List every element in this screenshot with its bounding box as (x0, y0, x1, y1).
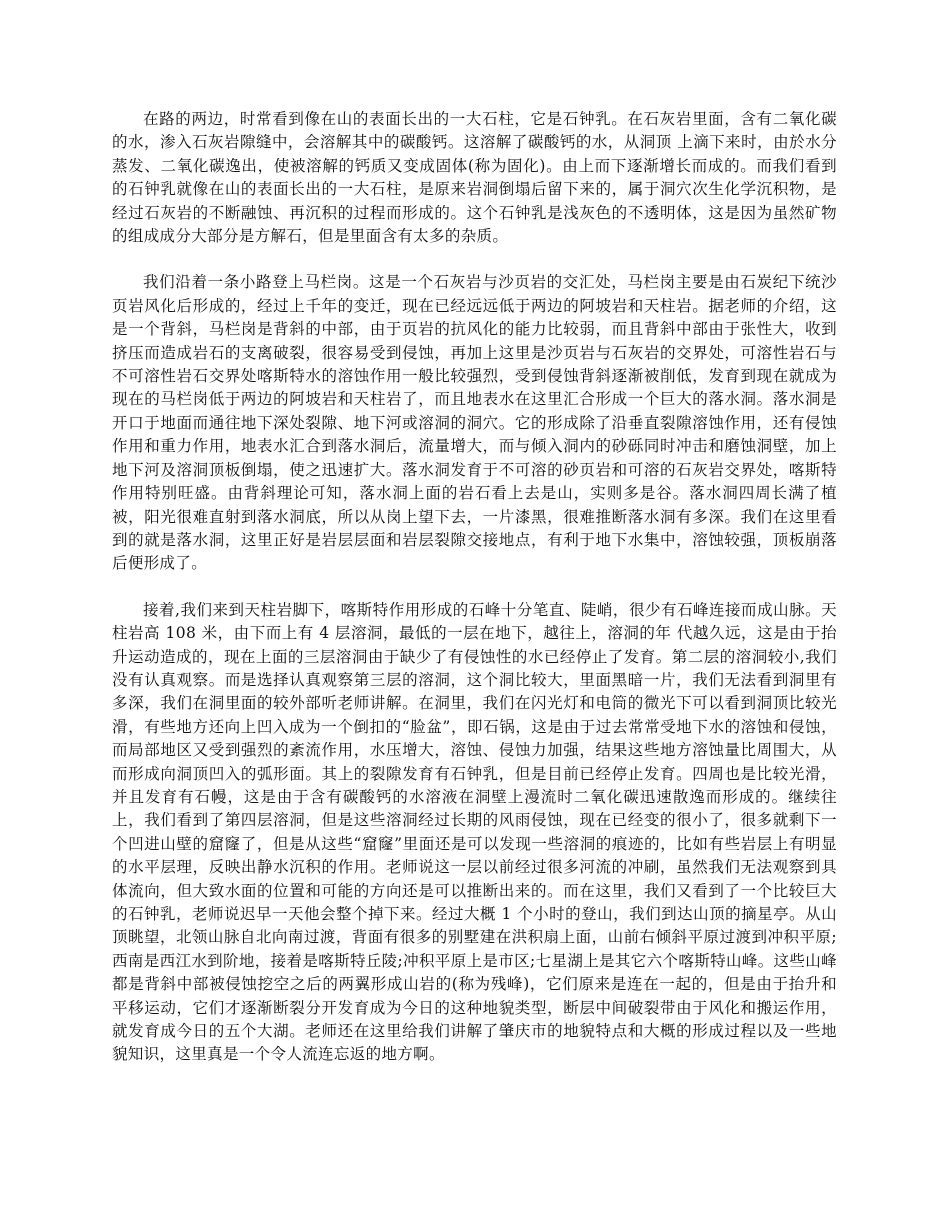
paragraph-tianzhuyan: 接着,我们来到天柱岩脚下，喀斯特作用形成的石峰十分笔直、陡峭，很少有石峰连接而成山脉。天柱岩高 108 米，由下而上有 4 层溶洞，最低的一层在地下，越往上，溶洞的年 代越久远，这是由于抬升运动造成的，现在上面的三层溶洞由于缺少了有侵蚀性的水已经停止了发育。第二层的溶洞较小,我们没有认真观察。而是选择认真观察第三层的溶洞，这个洞比较大，里面黑暗一片，我们无法看到洞里有多深，我们在洞里面的较外部听老师讲解。在洞里，我们在闪光灯和电筒的微光下可以看到洞顶比较光滑，有些地方还向上凹入成为一个倒扣的“脸盆”，即石锅，这是由于过去常常受地下水的溶蚀和侵蚀，而局部地区又受到强烈的紊流作用，水压增大，溶蚀、侵蚀力加强，结果这些地方溶蚀量比周围大，从而形成向洞顶凹入的弧形面。其上的裂隙发育有石钟乳，但是目前已经停止发育。四周也是比较光滑，并且发育有石幔，这是由于含有碳酸钙的水溶液在洞壁上漫流时二氧化碳迅速散逸而形成的。继续往上，我们看到了第四层溶洞，但是这些溶洞经过长期的风雨侵蚀，现在已经变的很小了，很多就剩下一个凹进山壁的窟窿了，但是从这些“窟窿”里面还是可以发现一些溶洞的痕迹的，比如有些岩层上有明显的水平层理，反映出静水沉积的作用。老师说这一层以前经过很多河流的冲刷，虽然我们无法观察到具体流向，但大致水面的位置和可能的方向还是可以推断出来的。而在这里，我们又看到了一个比较巨大的石钟乳，老师说迟早一天他会整个掉下来。经过大概 1 个小时的登山，我们到达山顶的摘星亭。从山顶眺望，北领山脉自北向南过渡，背面有很多的别墅建在洪积扇上面，山前右倾斜平原过渡到冲积平原;西南是西江水到阶地，接着是喀斯特丘陵;冲积平原上是市区;七星湖上是其它六个喀斯特山峰。这些山峰都是背斜中部被侵蚀挖空之后的两翼形成山岩的(称为残峰)，它们原来是连在一起的，但是由于抬升和平移运动，它们才逐渐断裂分开发育成为今日的这种地貌类型，断层中间破裂带由于风化和搬运作用，就发育成今日的五个大湖。老师还在这里给我们讲解了肇庆市的地貌特点和大概的形成过程以及一些地貌知识，这里真是一个令人流连忘返的地方啊。 (112, 600, 837, 1064)
document-body (112, 108, 837, 1067)
paragraph-stalactite: 在路的两边，时常看到像在山的表面长出的一大石柱，它是石钟乳。在石灰岩里面，含有二氧化碳的水，渗入石灰岩隙缝中，会溶解其中的碳酸钙。这溶解了碳酸钙的水，从洞顶 上滴下来时，由於水分蒸发、二氧化碳逸出，使被溶解的钙质又变成固体(称为固化)。由上而下逐渐增长而成的。而我们看到的石钟乳就像在山的表面长出的一大石柱，是原来岩洞倒塌后留下来的，属于洞穴次生化学沉积物，是经过石灰岩的不断融蚀、再沉积的过程而形成的。这个石钟乳是浅灰色的不透明体，这是因为虽然矿物的组成成分大部分是方解石，但是里面含有太多的杂质。 (112, 110, 837, 246)
paragraph-malangang: 我们沿着一条小路登上马栏岗。这是一个石灰岩与沙页岩的交汇处，马栏岗主要是由石炭纪下统沙页岩风化后形成的，经过上千年的变迁，现在已经远远低于两边的阿坡岩和天柱岩。据老师的介绍，这是一个背斜，马栏岗是背斜的中部，由于页岩的抗风化的能力比较弱，而且背斜中部由于张性大，收到挤压而造成岩石的支离破裂，很容易受到侵蚀，再加上这里是沙页岩与石灰岩的交界处，可溶性岩石与不可溶性岩石交界处喀斯特水的溶蚀作用一般比较强烈，受到侵蚀背斜逐渐被削低，发育到现在就成为现在的马栏岗低于两边的阿坡岩和天柱岩了，而且地表水在这里汇合形成一个巨大的落水洞。落水洞是开口于地面而通往地下深处裂隙、地下河或溶洞的洞穴。它的形成除了沿垂直裂隙溶蚀作用，还有侵蚀作用和重力作用，地表水汇合到落水洞后，流量增大，而与倾入洞内的砂砾同时冲击和磨蚀洞壁，加上地下河及溶洞顶板倒塌，使之迅速扩大。落水洞发育于不可溶的砂页岩和可溶的石灰岩交界处，喀斯特作用特别旺盛。由背斜理论可知，落水洞上面的岩石看上去是山，实则多是谷。落水洞四周长满了植被，阳光很难直射到落水洞底，所以从岗上望下去，一片漆黑，很难推断落水洞有多深。我们在这里看到的就是落水洞，这里正好是岩层层面和岩层裂隙交接地点，有利于地下水集中，溶蚀较强，顶板崩落后便形成了。 (112, 273, 837, 573)
